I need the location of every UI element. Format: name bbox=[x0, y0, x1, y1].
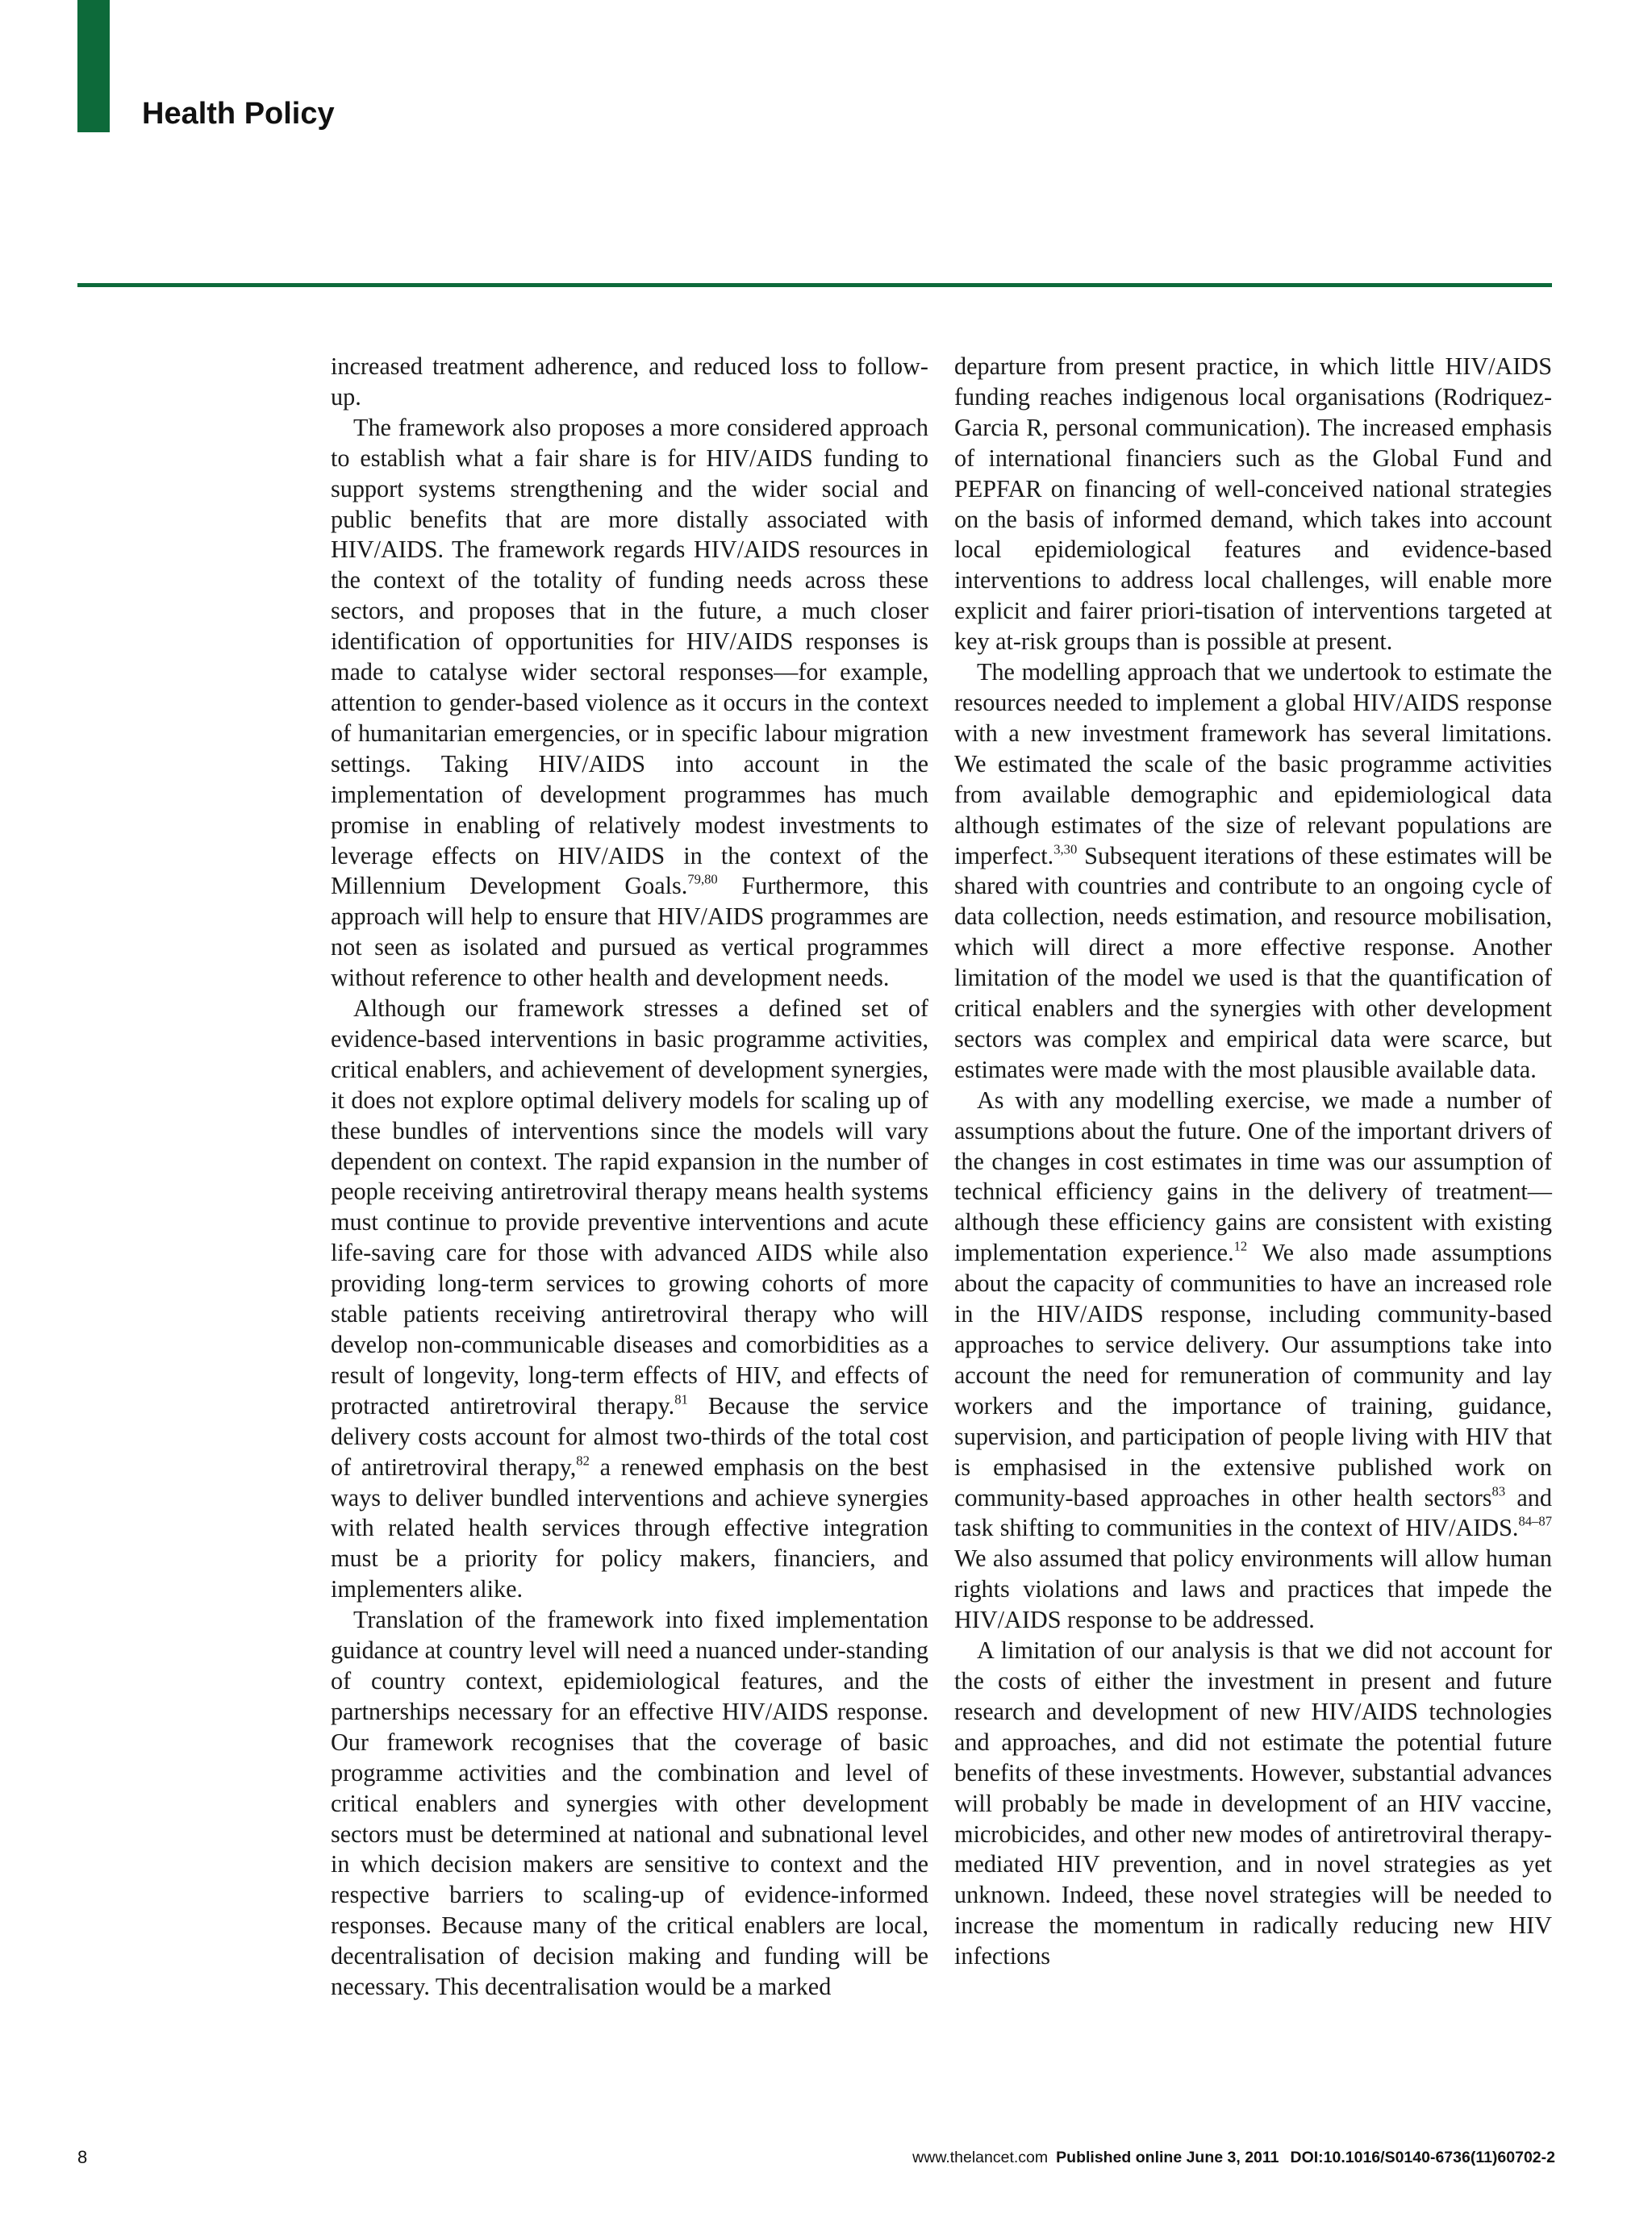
publication-date: Published online June 3, 2011 bbox=[1056, 2149, 1279, 2166]
paragraph: increased treatment adherence, and reduced loss to follow-up. bbox=[331, 352, 928, 411]
paragraph: As with any modelling exercise, we made a number of assumptions about the future. One of the important drivers of the changes in cost estimates in time was our assumption of technical efficiency gains in the delivery of treatment—although these efficiency gains are consistent with existing implementation experience.$^{12}$ We also made assumptions about the capacity of communities to have an increased role in the HIV/AIDS response, including community-based approaches to service delivery. Our assumptions take into account the need for remuneration of community and lay workers and the importance of training, guidance, supervision, and participation of people living with HIV that is emphasised in the extensive published work on community-based approaches in other health sectors$^{83}$ and task shifting to communities in the context of HIV/AIDS.$^{84-87}$ We also assumed that policy environments will allow human rights violations and laws and practices that impede the HIV/AIDS response to be addressed. bbox=[954, 1086, 1552, 1634]
paragraph: The framework also proposes a more considered approach to establish what a fair share is for HIV/AIDS funding to support systems strengthening and the wider social and public benefits that are more distally associated with HIV/AIDS. The framework regards HIV/AIDS resources in the context of the totality of funding needs across these sectors, and proposes that in the future, a much closer identification of opportunities for HIV/AIDS responses is made to catalyse wider sectoral responses—for example, attention to gender-based violence as it occurs in the context of humanitarian emergencies, or in specific labour migration settings. Taking HIV/AIDS into account in the implementation of development programmes has much promise in enabling of relatively modest investments to leverage effects on HIV/AIDS in the context of the Millennium Development Goals.$^{79,80}$ Furthermore, this approach will help to ensure that HIV/AIDS programmes are not seen as isolated and pursued as vertical programmes without reference to other health and development needs. bbox=[331, 413, 928, 992]
paragraph: A limitation of our analysis is that we did not account for the costs of either the investment in present and future research and development of new HIV/AIDS technologies and approaches, and did not estimate the potential future benefits of these investments. However, substantial advances will probably be made in development of an HIV vaccine, microbicides, and other new modes of antiretroviral therapy-mediated HIV prevention, and in novel strategies as yet unknown. Indeed, these novel strategies will be needed to increase the momentum in radically reducing new HIV infections bbox=[954, 1636, 1552, 1970]
paragraph: The modelling approach that we undertook to estimate the resources needed to implement a global HIV/AIDS response with a new investment framework has several limitations. We estimated the scale of the basic programme activities from available demographic and epidemiological data although estimates of the size of relevant populations are imperfect.$^{3,30}$ Subsequent iterations of these estimates will be shared with countries and contribute to an ongoing cycle of data collection, needs estimation, and resource mobilisation, which will direct a more effective response. Another limitation of the model we used is that the quantification of critical enablers and the synergies with other development sectors was complex and empirical data were scarce, but estimates were made with the most plausible available data. bbox=[954, 658, 1552, 1083]
left-column bbox=[331, 352, 928, 2003]
citation: 83 bbox=[1491, 1483, 1506, 1499]
section-color-tab bbox=[77, 0, 110, 132]
right-column bbox=[954, 352, 1552, 1972]
citation: 3,30 bbox=[1053, 841, 1078, 857]
section-label: Health Policy bbox=[142, 97, 335, 131]
journal-url[interactable]: www.thelancet.com bbox=[912, 2149, 1049, 2166]
page-number: 8 bbox=[77, 2147, 88, 2167]
citation: 81 bbox=[674, 1391, 688, 1407]
footer-citation bbox=[912, 2149, 1555, 2167]
citation: 79,80 bbox=[687, 871, 718, 887]
citation: 82 bbox=[576, 1453, 590, 1469]
paragraph: Translation of the framework into fixed implementation guidance at country level will need a nuanced under-standing of country context, epidemiological features, and the partnerships necessary for an effective HIV/AIDS response. Our framework recognises that the coverage of basic programme activities and the combination and level of critical enablers and synergies with other development sectors must be determined at national and subnational level in which decision makers are sensitive to context and the respective barriers to scaling-up of evidence-informed responses. Because many of the critical enablers are local, decentralisation of decision making and funding will be necessary. This decentralisation would be a marked bbox=[331, 1606, 928, 2001]
doi: DOI:10.1016/S0140-6736(11)60702-2 bbox=[1290, 2149, 1555, 2166]
paragraph: Although our framework stresses a defined set of evidence-based interventions in basic programme activities, critical enablers, and achievement of development synergies, it does not explore optimal delivery models for scaling up of these bundles of interventions since the models will vary dependent on context. The rapid expansion in the number of people receiving antiretroviral therapy means health systems must continue to provide preventive interventions and acute life-saving care for those with advanced AIDS while also providing long-term services to growing cohorts of more stable patients receiving antiretroviral therapy who will develop non-communicable diseases and comorbidities as a result of longevity, long-term effects of HIV, and effects of protracted antiretroviral therapy.$^{81}$ Because the service delivery costs account for almost two-thirds of the total cost of antiretroviral therapy,$^{82}$ a renewed emphasis on the best ways to deliver bundled interventions and achieve synergies with related health services through effective integration must be a priority for policy makers, financiers, and implementers alike. bbox=[331, 994, 928, 1603]
citation: 84–87 bbox=[1518, 1513, 1552, 1529]
header-rule bbox=[77, 283, 1552, 287]
citation: 12 bbox=[1233, 1238, 1248, 1254]
paragraph: departure from present practice, in which little HIV/AIDS funding reaches indigenous local organisations (Rodriquez-Garcia R, personal communication). The increased emphasis of international financiers such as the Global Fund and PEPFAR on financing of well-conceived national strategies on the basis of informed demand, which takes into account local epidemiological features and evidence-based interventions to address local challenges, will enable more explicit and fairer priori-tisation of interventions targeted at key at-risk groups than is possible at present. bbox=[954, 352, 1552, 656]
